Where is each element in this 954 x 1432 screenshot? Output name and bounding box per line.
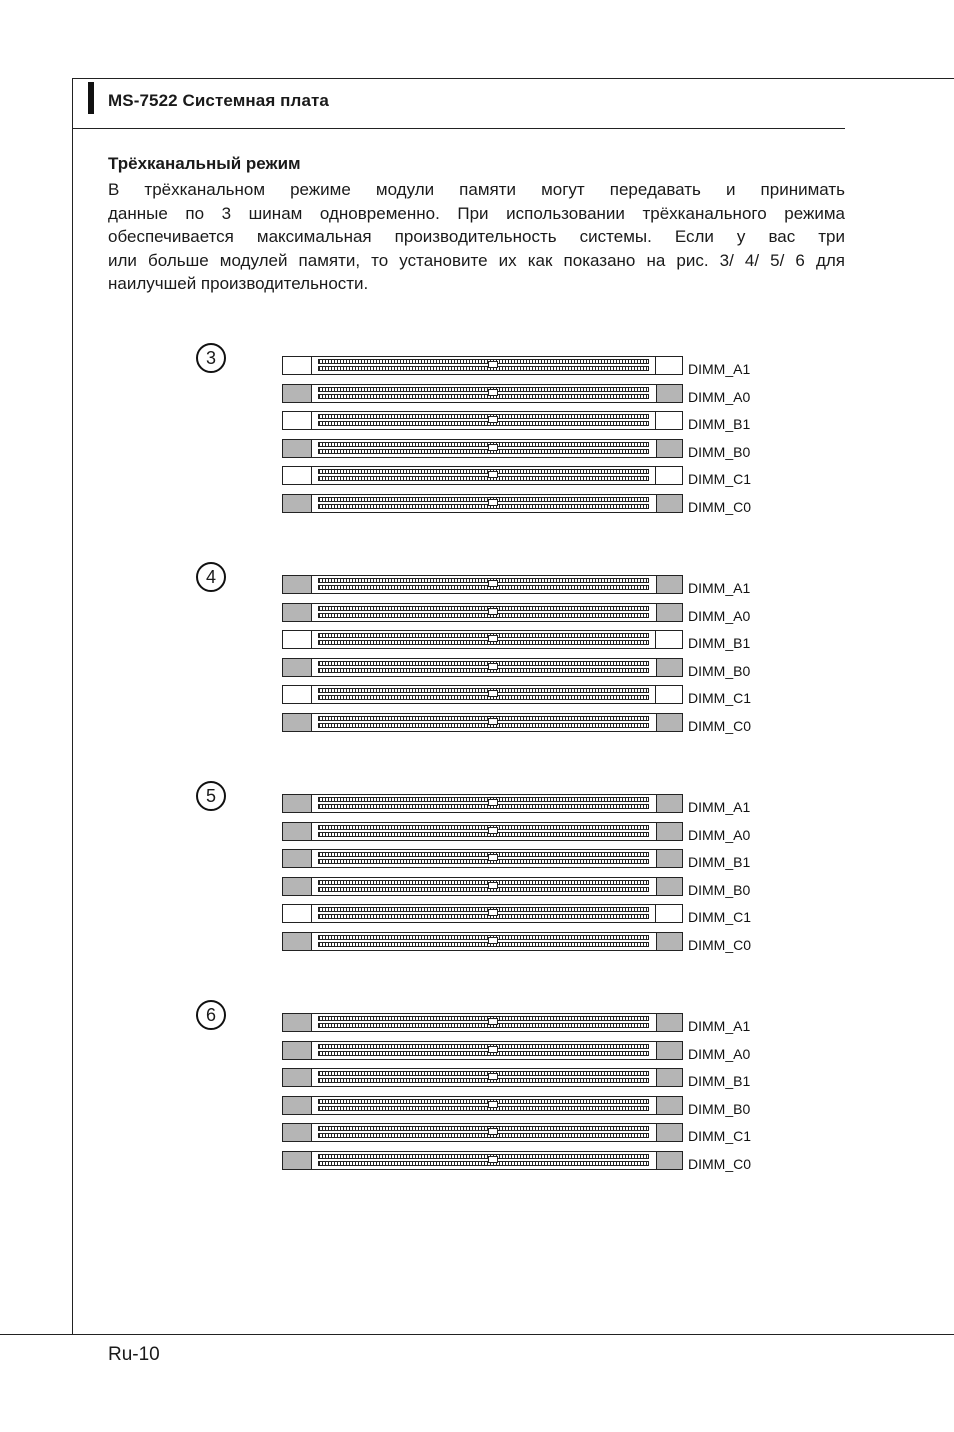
- pin-row: [318, 907, 649, 912]
- pin-row: [318, 1126, 649, 1131]
- slot-key-notch: [488, 718, 498, 725]
- dimm-connector: [311, 412, 656, 429]
- dimm-slot-label: DIMM_B0: [688, 882, 751, 898]
- dimm-slot-label: DIMM_C1: [688, 471, 752, 487]
- slot-key-notch: [488, 663, 498, 670]
- intro-line: В трёхканальном режиме модули памяти могут передавать и принимать: [108, 180, 845, 199]
- figure-number-badge: 5: [196, 781, 226, 811]
- pin-row: [318, 695, 649, 700]
- pin-row: [318, 1161, 649, 1166]
- dimm-connector: [311, 440, 657, 457]
- pin-row: [318, 578, 649, 583]
- dimm-slot-label: DIMM_B0: [688, 1101, 751, 1117]
- dimm-slot-label: DIMM_A0: [688, 1046, 751, 1062]
- slot-key-notch: [488, 1046, 498, 1053]
- dimm-connector: [311, 714, 657, 731]
- pin-row: [318, 668, 649, 673]
- slot-key-notch: [488, 635, 498, 642]
- pin-row: [318, 449, 649, 454]
- slot-key-notch: [488, 937, 498, 944]
- pin-row: [318, 935, 649, 940]
- dimm-slot-installed: [282, 1068, 683, 1087]
- slot-key-notch: [488, 690, 498, 697]
- slot-key-notch: [488, 1073, 498, 1080]
- pin-row: [318, 832, 649, 837]
- dimm-slot-label: DIMM_A1: [688, 1018, 751, 1034]
- slot-key-notch: [488, 1101, 498, 1108]
- pin-row: [318, 942, 649, 947]
- dimm-connector: [311, 850, 657, 867]
- pin-row: [318, 1106, 649, 1111]
- section-title: Трёхканальный режим: [108, 154, 301, 173]
- dimm-slot-installed: [282, 1151, 683, 1170]
- dimm-slot-empty: [282, 904, 683, 923]
- dimm-connector: [311, 357, 656, 374]
- dimm-slot-installed: [282, 713, 683, 732]
- slot-key-notch: [488, 827, 498, 834]
- dimm-connector: [311, 1152, 657, 1169]
- pin-row: [318, 804, 649, 809]
- pin-row: [318, 887, 649, 892]
- figure-number-badge: 3: [196, 343, 226, 373]
- dimm-slot-installed: [282, 822, 683, 841]
- dimm-slot-installed: [282, 439, 683, 458]
- pin-row: [318, 476, 649, 481]
- dimm-slot-label: DIMM_C0: [688, 1156, 752, 1172]
- slot-key-notch: [488, 389, 498, 396]
- pin-row: [318, 723, 649, 728]
- dimm-slot-installed: [282, 1123, 683, 1142]
- dimm-slot-installed: [282, 849, 683, 868]
- dimm-slot-empty: [282, 466, 683, 485]
- slot-key-notch: [488, 1156, 498, 1163]
- slot-key-notch: [488, 499, 498, 506]
- pin-row: [318, 442, 649, 447]
- pin-row: [318, 1023, 649, 1028]
- pin-row: [318, 640, 649, 645]
- intro-line: обеспечивается максимальная производительность системы. Если у вас три: [108, 227, 845, 246]
- dimm-slot-installed: [282, 877, 683, 896]
- dimm-slot-label: DIMM_A1: [688, 580, 751, 596]
- dimm-slot-empty: [282, 411, 683, 430]
- dimm-slot-installed: [282, 384, 683, 403]
- dimm-connector: [311, 1042, 657, 1059]
- pin-row: [318, 359, 649, 364]
- dimm-slot-installed: [282, 575, 683, 594]
- pin-row: [318, 716, 649, 721]
- dimm-connector: [311, 1124, 657, 1141]
- pin-row: [318, 387, 649, 392]
- slot-key-notch: [488, 608, 498, 615]
- pin-row: [318, 469, 649, 474]
- dimm-slot-installed: [282, 1013, 683, 1032]
- dimm-connector: [311, 604, 657, 621]
- dimm-slot-label: DIMM_C1: [688, 1128, 752, 1144]
- slot-key-notch: [488, 882, 498, 889]
- dimm-slot-label: DIMM_C0: [688, 499, 752, 515]
- pin-row: [318, 613, 649, 618]
- dimm-connector: [311, 385, 657, 402]
- dimm-connector: [311, 576, 657, 593]
- pin-row: [318, 859, 649, 864]
- dimm-slot-installed: [282, 932, 683, 951]
- header-marker-bar: [88, 82, 94, 114]
- slot-key-notch: [488, 909, 498, 916]
- dimm-slot-label: DIMM_B1: [688, 416, 751, 432]
- dimm-slot-installed: [282, 494, 683, 513]
- dimm-slot-label: DIMM_A0: [688, 389, 751, 405]
- pin-row: [318, 825, 649, 830]
- dimm-slot-label: DIMM_C1: [688, 909, 752, 925]
- pin-row: [318, 585, 649, 590]
- pin-row: [318, 1071, 649, 1076]
- dimm-slot-installed: [282, 1096, 683, 1115]
- slot-key-notch: [488, 799, 498, 806]
- pin-row: [318, 914, 649, 919]
- slot-key-notch: [488, 361, 498, 368]
- pin-row: [318, 797, 649, 802]
- dimm-connector: [311, 686, 656, 703]
- dimm-slot-installed: [282, 794, 683, 813]
- dimm-slot-label: DIMM_A0: [688, 827, 751, 843]
- figure-number-badge: 4: [196, 562, 226, 592]
- dimm-figure: [0, 562, 954, 752]
- dimm-figure: [0, 1000, 954, 1190]
- dimm-slot-label: DIMM_C0: [688, 937, 752, 953]
- page-number: Ru-10: [108, 1344, 160, 1365]
- dimm-connector: [311, 933, 657, 950]
- pin-row: [318, 852, 649, 857]
- pin-row: [318, 1044, 649, 1049]
- dimm-figure: [0, 343, 954, 533]
- slot-key-notch: [488, 854, 498, 861]
- pin-row: [318, 394, 649, 399]
- slot-key-notch: [488, 416, 498, 423]
- dimm-slot-empty: [282, 356, 683, 375]
- dimm-connector: [311, 1097, 657, 1114]
- pin-row: [318, 1099, 649, 1104]
- pin-row: [318, 1154, 649, 1159]
- dimm-connector: [311, 905, 656, 922]
- pin-row: [318, 661, 649, 666]
- dimm-slot-installed: [282, 658, 683, 677]
- slot-key-notch: [488, 471, 498, 478]
- dimm-connector: [311, 1069, 657, 1086]
- pin-row: [318, 633, 649, 638]
- dimm-connector: [311, 823, 657, 840]
- intro-line: наилучшей производительности.: [108, 274, 369, 293]
- dimm-connector: [311, 495, 657, 512]
- page-frame-top: [72, 78, 954, 79]
- dimm-slot-label: DIMM_A1: [688, 361, 751, 377]
- page-frame-bottom: [0, 1334, 954, 1335]
- dimm-connector: [311, 878, 657, 895]
- pin-row: [318, 366, 649, 371]
- dimm-connector: [311, 631, 656, 648]
- dimm-slot-label: DIMM_B0: [688, 663, 751, 679]
- dimm-slot-label: DIMM_A0: [688, 608, 751, 624]
- intro-line: данные по 3 шинам одновременно. При использовании трёхканального режима: [108, 203, 845, 223]
- dimm-slot-label: DIMM_A1: [688, 799, 751, 815]
- pin-row: [318, 1016, 649, 1021]
- dimm-slot-label: DIMM_B0: [688, 444, 751, 460]
- page-header-title: MS-7522 Системная плата: [108, 91, 329, 110]
- dimm-slot-label: DIMM_B1: [688, 854, 751, 870]
- dimm-slot-label: DIMM_B1: [688, 1073, 751, 1089]
- dimm-slot-label: DIMM_B1: [688, 635, 751, 651]
- pin-row: [318, 606, 649, 611]
- intro-line: или больше модулей памяти, то установите их как показано на рис. 3/ 4/ 5/ 6 для: [108, 250, 845, 270]
- dimm-slot-label: DIMM_C1: [688, 690, 752, 706]
- dimm-figure: [0, 781, 954, 971]
- pin-row: [318, 1133, 649, 1138]
- dimm-slot-empty: [282, 630, 683, 649]
- pin-row: [318, 1078, 649, 1083]
- pin-row: [318, 414, 649, 419]
- figure-number-badge: 6: [196, 1000, 226, 1030]
- dimm-slot-label: DIMM_C0: [688, 718, 752, 734]
- slot-key-notch: [488, 1128, 498, 1135]
- slot-key-notch: [488, 580, 498, 587]
- dimm-connector: [311, 1014, 657, 1031]
- header-divider: [72, 128, 845, 129]
- dimm-slot-installed: [282, 1041, 683, 1060]
- dimm-connector: [311, 659, 657, 676]
- slot-key-notch: [488, 444, 498, 451]
- dimm-slot-installed: [282, 603, 683, 622]
- pin-row: [318, 1051, 649, 1056]
- slot-key-notch: [488, 1018, 498, 1025]
- dimm-slot-empty: [282, 685, 683, 704]
- dimm-connector: [311, 795, 657, 812]
- dimm-connector: [311, 467, 656, 484]
- intro-paragraph: [108, 178, 845, 296]
- pin-row: [318, 421, 649, 426]
- pin-row: [318, 504, 649, 509]
- pin-row: [318, 880, 649, 885]
- pin-row: [318, 497, 649, 502]
- pin-row: [318, 688, 649, 693]
